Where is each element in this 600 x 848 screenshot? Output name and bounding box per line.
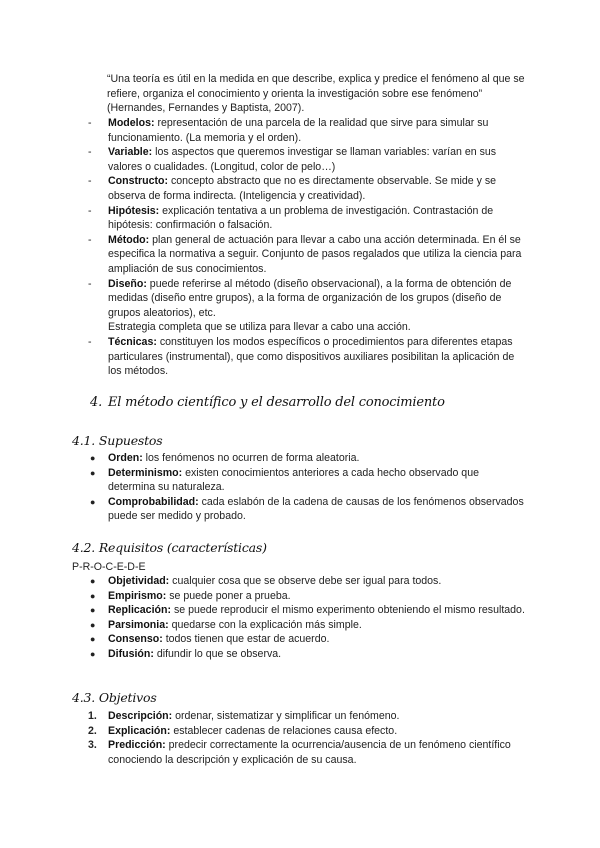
definition-text: representación de una parcela de la realidad que sirve para simular su funcionamiento. (La memoria y el orden). (108, 117, 489, 144)
definition-term: Método: (108, 233, 150, 246)
definition-item (88, 204, 528, 233)
dash-marker: - (88, 117, 92, 129)
item-term: Orden: (108, 452, 143, 464)
list-item (88, 724, 528, 739)
item-term: Comprobabilidad: (108, 495, 199, 508)
dash-marker: - (88, 146, 92, 159)
bullet-marker: ● (90, 619, 96, 630)
definition-extra-line: Estrategia completa que se utiliza para llevar a cabo una acción. (108, 321, 411, 334)
definition-item (88, 145, 528, 174)
definition-item (88, 277, 528, 321)
requisitos-list (88, 574, 528, 662)
bullet-marker: ● (90, 496, 96, 507)
item-term: Predicción: (108, 739, 166, 752)
item-text: establecer cadenas de relaciones causa efecto. (170, 724, 398, 737)
definition-item (88, 116, 528, 145)
item-text: se puede poner a prueba. (166, 589, 291, 602)
bullet-marker: ● (90, 648, 96, 659)
definition-term: Constructo: (108, 175, 169, 188)
definition-item (88, 335, 528, 379)
bullet-marker: ● (90, 590, 96, 601)
definition-text: los aspectos que queremos investigar se llaman variables: varían en sus valores o cualidades. (Longitud, color de pelo…) (108, 146, 497, 173)
item-number: 3. (88, 739, 97, 752)
definitions-list (88, 116, 528, 379)
definition-term: Modelos: (108, 117, 155, 129)
dash-marker: - (88, 335, 92, 348)
item-term: Determinismo: (108, 466, 183, 479)
definition-text: explicación tentativa a un problema de investigación. Contrastación de hipótesis: confirmación o falsación. (108, 204, 494, 232)
dash-marker: - (88, 204, 92, 217)
list-item (88, 632, 528, 647)
item-term: Explicación: (108, 724, 171, 737)
item-text: cualquier cosa que se observe debe ser igual para todos. (169, 575, 442, 587)
quote-paragraph: “Una teoría es útil en la medida en que describe, explica y predice el fenómeno al que se refiere, organiza el conocimiento y orienta la investigación sobre ese fenómeno” (Hernandes, Fernandes y Baptista, 2007). (107, 73, 525, 115)
item-text: existen conocimientos anteriores a cada hecho observado que determina su naturaleza. (108, 466, 479, 494)
dash-marker: - (88, 233, 92, 246)
bullet-marker: ● (90, 467, 96, 478)
definition-text: plan general de actuación para llevar a cabo una acción determinada. En él se especifica la normativa a seguir. Conjunto de pasos regalados que utiliza la ciencia para ampliación de sus conocimientos. (108, 233, 522, 275)
list-item (88, 495, 528, 524)
definition-term: Variable: (108, 146, 153, 159)
section-4-2-heading: 4.2. Requisitos (características) (72, 540, 267, 555)
list-item (88, 451, 528, 466)
section-title: El método científico y el desarrollo del conocimiento (108, 395, 445, 410)
item-text: todos tienen que estar de acuerdo. (162, 633, 330, 646)
objetivos-list (88, 709, 528, 767)
item-term: Replicación: (108, 604, 171, 617)
acronym-line: P-R-O-C-E-D-E (72, 561, 146, 573)
bullet-marker: ● (90, 605, 96, 616)
item-term: Empirismo: (108, 589, 167, 602)
item-text: cada eslabón de la cadena de causas de los fenómenos observados puede ser medido y probado. (108, 495, 524, 523)
item-term: Difusión: (108, 647, 154, 660)
supuestos-list (88, 451, 528, 524)
section-4-1-heading: 4.1. Supuestos (72, 433, 163, 448)
item-text: quedarse con la explicación más simple. (168, 618, 362, 631)
dash-marker: - (88, 175, 92, 188)
definition-item (88, 233, 528, 277)
item-text: predecir correctamente la ocurrencia/ausencia de un fenómeno científico conociendo la descripción y explicación de su causa. (108, 739, 511, 766)
item-term: Consenso: (108, 633, 163, 646)
item-text: ordenar, sistematizar y simplificar un fenómeno. (172, 710, 400, 722)
bullet-marker: ● (90, 634, 96, 645)
definition-term: Diseño: (108, 277, 147, 290)
bullet-marker: ● (90, 453, 96, 463)
definition-term: Hipótesis: (108, 204, 160, 217)
list-item (88, 466, 528, 495)
list-item (88, 647, 528, 662)
section-number: 4. (90, 395, 103, 410)
section-4-3-heading: 4.3. Objetivos (72, 690, 157, 705)
definition-term: Técnicas: (108, 335, 157, 348)
bullet-marker: ● (90, 576, 96, 586)
item-text: difundir lo que se observa. (153, 647, 282, 660)
definition-item (88, 174, 528, 203)
list-item (88, 618, 528, 633)
item-term: Descripción: (108, 710, 173, 722)
item-text: se puede reproducir el mismo experimento obteniendo el mismo resultado. (171, 604, 525, 617)
list-item (88, 603, 528, 618)
definition-text: constituyen los modos específicos o procedimientos para diferentes etapas particulares (instrumental), que como dispositivos auxiliares posibilitan la aplicación de los métodos. (108, 335, 515, 378)
item-term: Parsimonia: (108, 618, 169, 631)
dash-marker: - (88, 277, 92, 290)
list-item (88, 589, 528, 604)
item-term: Objetividad: (108, 575, 170, 587)
item-number: 1. (88, 710, 97, 722)
item-number: 2. (88, 724, 97, 737)
item-text: los fenómenos no ocurren de forma aleatoria. (142, 452, 360, 464)
list-item (88, 738, 528, 767)
definition-text: puede referirse al método (diseño observacional), a la forma de obtención de medidas (diseño entre grupos), a la forma de organización de los grupos (diseño de grupos aleatorios), etc. (108, 277, 512, 319)
definition-text: concepto abstracto que no es directamente observable. Se mide y se observa de forma indirecta. (Inteligencia y creatividad). (108, 175, 497, 202)
list-item (88, 574, 528, 589)
list-item (88, 709, 528, 724)
section-4-heading (90, 396, 445, 411)
